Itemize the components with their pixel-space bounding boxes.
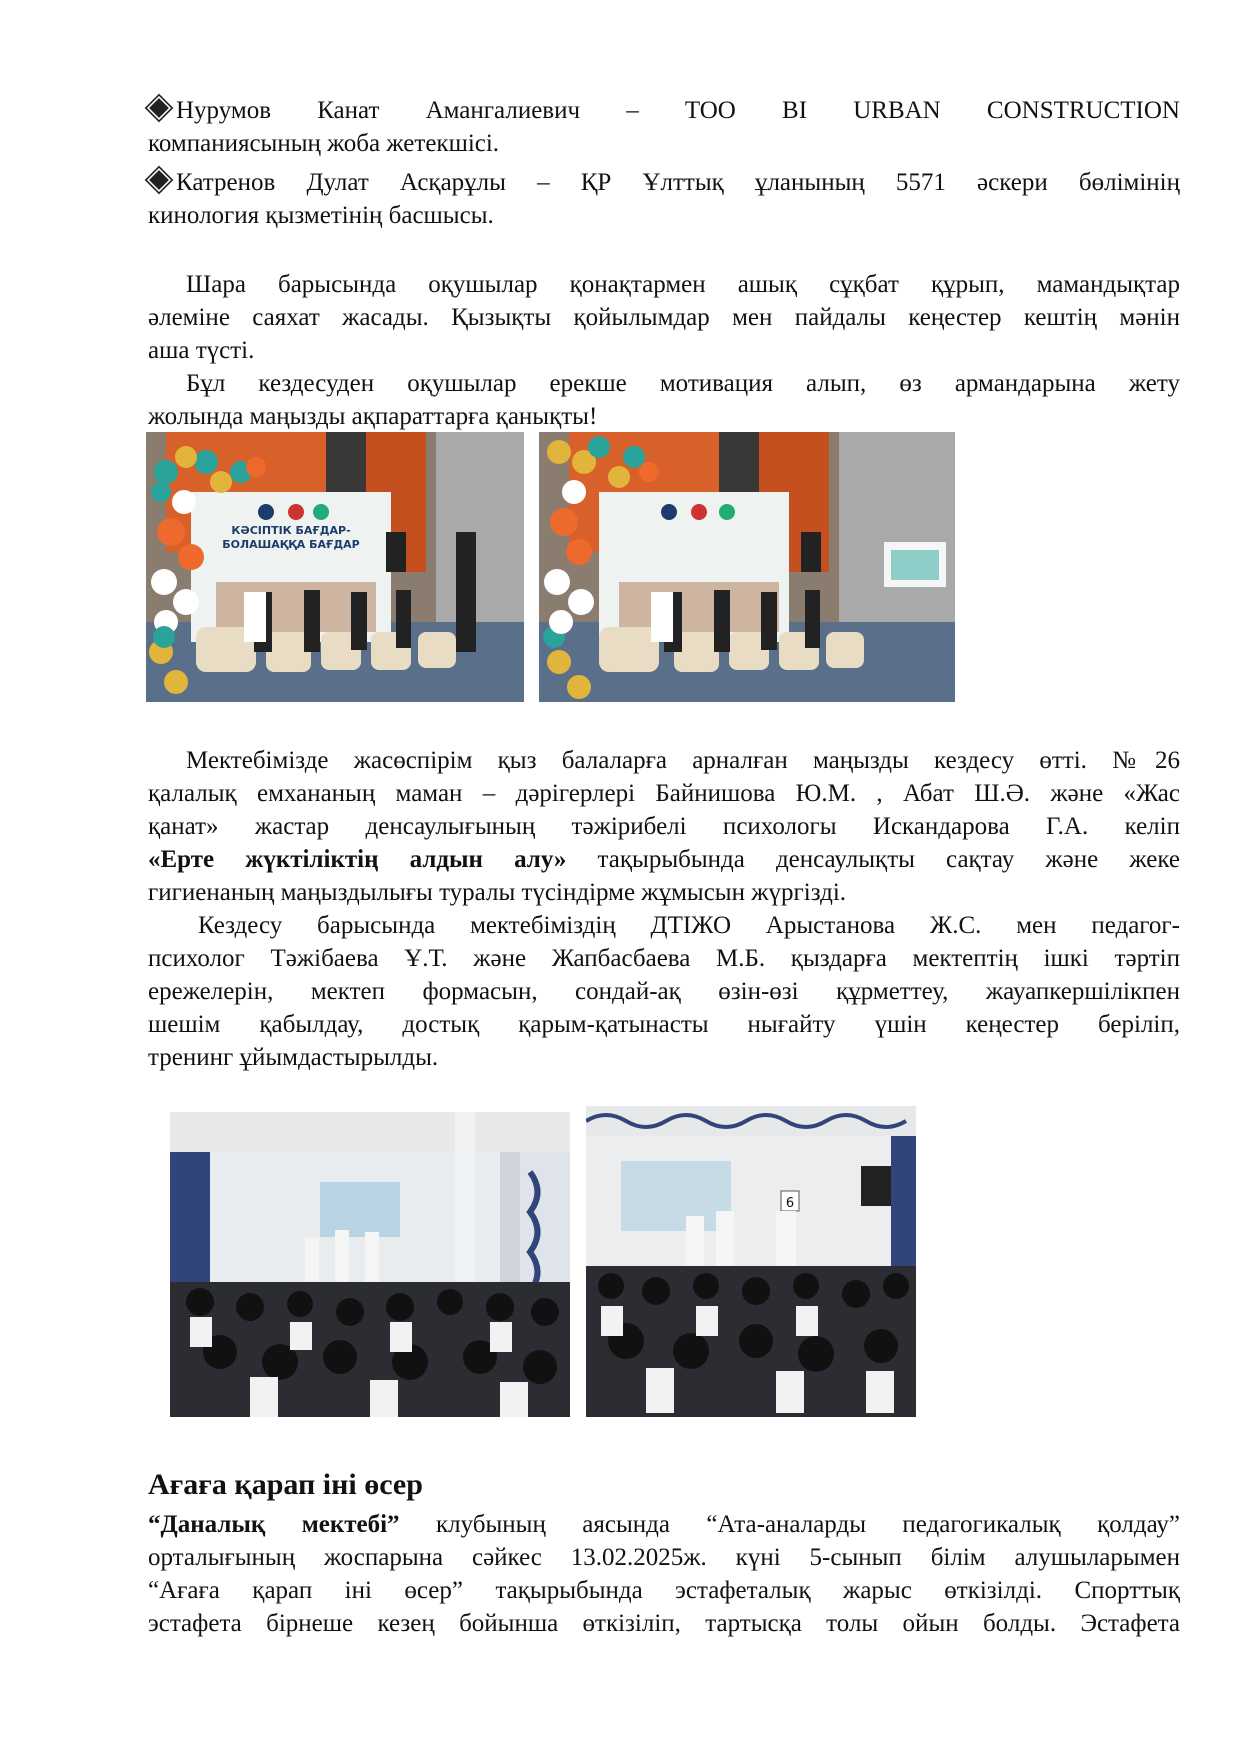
para4-line-1: Кездесу барысында мектебіміздің ДТІЖО Арыстанова Ж.С. мен педагог- xyxy=(198,912,1180,939)
number-sign: 6 xyxy=(785,1196,795,1211)
person-1-name: Нурумов Канат Амангалиевич xyxy=(176,97,581,124)
event-photo-2 xyxy=(539,432,955,702)
banner-title-2: БОЛАШАҚҚА БАҒДАР xyxy=(222,538,360,551)
section-line-3: “Ағаға қарап іні өсер” тақырыбында эстафеталық жарыс өткізілді. Спорттық xyxy=(148,1577,1180,1604)
person-2-role-1: – ҚР Ұлттық ұланының 5571 әскери бөлімінің xyxy=(505,169,1180,196)
para2-line-1: Бұл кездесуден оқушылар ерекше мотивация алып, өз армандарына жету xyxy=(186,370,1180,397)
para1-line-2: әлеміне саяхат жасады. Қызықты қойылымдар мен пайдалы кеңестер кештің мәнін xyxy=(148,304,1180,331)
diamond-bullet-icon xyxy=(147,168,171,192)
para3-line-2: қалалық емхананың маман – дәрігерлері Байнишова Ю.М. , Абат Ш.Ә. және «Жас xyxy=(148,780,1180,807)
para4-line-4: шешім қабылдау, достық қарым-қатынасты нығайту үшін кеңестер беріліп, xyxy=(148,1011,1180,1038)
person-2-name: Катренов Дулат Асқарұлы xyxy=(176,169,506,196)
meeting-photo-2 xyxy=(586,1106,916,1417)
para3-line-1: Мектебімізде жасөспірім қыз балаларға арналған маңызды кездесу өтті. №26 xyxy=(186,747,1180,774)
para2-line-2: жолында маңызды ақпараттарға қанықты! xyxy=(148,403,598,430)
para3-line-4 xyxy=(148,843,1180,876)
section-heading: Ағаға қарап іні өсер xyxy=(148,1468,423,1501)
para4-line-5: тренинг ұйымдастырылды. xyxy=(148,1044,439,1071)
person-1-role-1: – TOO BI URBAN CONSTRUCTION xyxy=(580,97,1180,124)
topic-title: «Ерте жүктіліктің алдын алу» xyxy=(148,846,567,873)
person-1-line-1 xyxy=(148,94,1180,127)
para4-line-3: ережелерін, мектеп формасын, сондай-ақ өзін-өзі құрметтеу, жауапкершілікпен xyxy=(148,978,1180,1005)
para1-line-3: аша түсті. xyxy=(148,337,255,364)
diamond-bullet-icon xyxy=(147,96,171,120)
section-line-4: эстафета бірнеше кезең бойынша өткізіліп, тартысқа толы ойын болды. Эстафета xyxy=(148,1610,1180,1637)
para3-line-4-rest: тақырыбында денсаулықты сақтау және жеке xyxy=(566,846,1180,873)
para4-line-2: психолог Тәжібаева Ұ.Т. және Жапбасбаева М.Б. қыздарға мектептің ішкі тәртіп xyxy=(148,945,1180,972)
person-2-line-1 xyxy=(148,166,1180,199)
event-photo-1 xyxy=(146,432,524,702)
para3-line-5: гигиенаның маңыздылығы туралы түсіндірме жұмысын жүргізді. xyxy=(148,879,847,906)
person-1-line-2: компаниясының жоба жетекшісі. xyxy=(148,130,500,157)
section-line-1 xyxy=(148,1508,1180,1541)
section-line-1-rest: клубының аясында “Ата-аналарды педагогикалық қолдау” xyxy=(399,1511,1181,1538)
meeting-photo-1 xyxy=(170,1112,570,1417)
banner-title-1: КӘСІПТІК БАҒДАР- xyxy=(231,524,351,537)
para3-line-3: қанат» жастар денсаулығының тәжірибелі психологы Искандарова Г.А. келіп xyxy=(148,813,1180,840)
section-line-2: орталығының жоспарына сәйкес 13.02.2025ж. күні 5-сынып білім алушыларымен xyxy=(148,1544,1180,1571)
person-2-line-2: кинология қызметінің басшысы. xyxy=(148,202,494,229)
club-name: “Даналық мектебі” xyxy=(148,1511,400,1538)
para1-line-1: Шара барысында оқушылар қонақтармен ашық сұқбат құрып, мамандықтар xyxy=(186,271,1180,298)
